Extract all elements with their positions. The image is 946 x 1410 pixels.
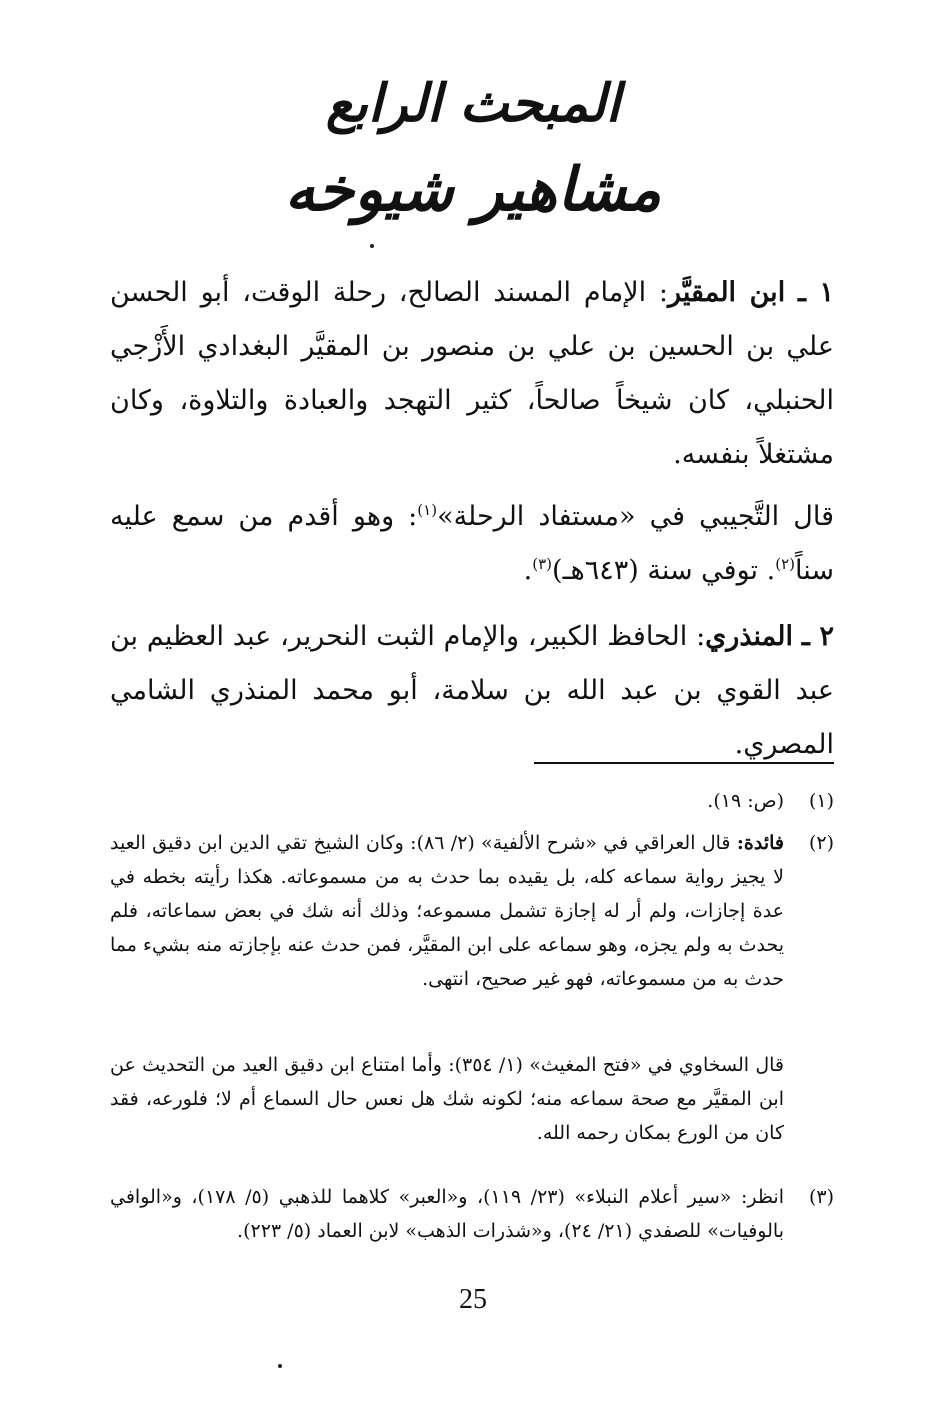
- footnote-ref-2[interactable]: (٢): [775, 555, 795, 573]
- footnote-number: (١): [808, 790, 834, 812]
- entry-name: ابن المقيَّر: [668, 277, 786, 308]
- ink-speck: [278, 1364, 282, 1368]
- entry-paragraph-2: [110, 610, 834, 772]
- entry-number: ٢ ـ: [801, 621, 834, 652]
- quote-text-middle: : وهو أقدم من سمع عليه سناً: [110, 501, 834, 586]
- footnote-text: قال العراقي في «شرح الألفية» (٢/ ٨٦): وكان الشيخ تقي الدين ابن دقيق العيد لا يجيز رواية سماعه كله، بل يقيده بما حدث به من مسموعاته. هكذا رأيته بخطه في عدة إجازات، ولم أر له إجازة تشمل مسموعه؛ وذلك أنه شك في بعض سماعاته، فلم يحدث به ولم يجزه، وهو سماعه على ابن المقيَّر، فمن حدث عنه بإجازته منه بشيء مما حدث به من مسموعاته، فهو غير صحيح، انتهى.: [110, 832, 784, 990]
- chapter-subheading: مشاهير شيوخه: [284, 155, 662, 225]
- quote-text-end: .: [523, 555, 533, 586]
- chapter-heading: المبحث الرابع: [325, 73, 621, 134]
- entry-number: ١ ـ: [797, 277, 834, 308]
- quote-text-death: . توفي سنة (٦٤٣هـ): [552, 555, 776, 586]
- entry-text: : الإمام المسند الصالح، رحلة الوقت، أبو الحسن علي بن الحسين بن علي بن منصور بن المقيَّر البغدادي الأَزْجي الحنبلي، كان شيخاً صالحاً، كثير التهجد والعبادة والتلاوة، وكان مشتغلاً بنفسه.: [110, 277, 834, 470]
- quote-paragraph: [110, 490, 834, 598]
- footnote-ref-3[interactable]: (٣): [532, 555, 553, 573]
- footnote-text-wrapper: [110, 826, 784, 996]
- footnote-text: انظر: «سير أعلام النبلاء» (٢٣/ ١١٩)، و«العبر» كلاهما للذهبي (٥/ ١٧٨)، و«الوافي بالوفيات» للصفدي (٢١/ ٢٤)، و«شذرات الذهب» لابن العماد (٥/ ٢٢٣).: [110, 1186, 784, 1242]
- footnote-divider: [534, 762, 834, 764]
- footnote-2: [110, 826, 834, 996]
- footnote-label: فائدة:: [736, 832, 784, 854]
- footnote-text: قال السخاوي في «فتح المغيث» (١/ ٣٥٤): وأما امتناع ابن دقيق العيد من التحديث عن ابن المقيَّر مع صحة سماعه منه؛ لكونه شك هل نعس حال السماع أم لا؛ فلورعه، فقد كان من الورع بمكان رحمه الله.: [110, 1054, 784, 1144]
- entry-name: المنذري: [705, 621, 794, 652]
- ink-speck: [370, 244, 374, 248]
- quote-text-start: قال التَّجيبي في «مستفاد الرحلة»: [437, 501, 834, 532]
- footnote-1: [110, 784, 834, 818]
- footnote-ref-1[interactable]: (١): [417, 501, 438, 519]
- footnote-2-continued: [110, 1048, 834, 1150]
- footnote-number: (٣): [808, 1186, 834, 1208]
- footnote-3: [110, 1180, 834, 1248]
- entry-paragraph-1: [110, 266, 834, 482]
- page-number: 25: [459, 1284, 487, 1315]
- footnote-text: (ص: ١٩).: [707, 790, 784, 812]
- entry-text: : الحافظ الكبير، والإمام الثبت النحرير، عبد العظيم بن عبد القوي بن عبد الله بن سلامة، أبو محمد المنذري الشامي المصري.: [110, 621, 834, 760]
- footnote-number: (٢): [808, 832, 834, 854]
